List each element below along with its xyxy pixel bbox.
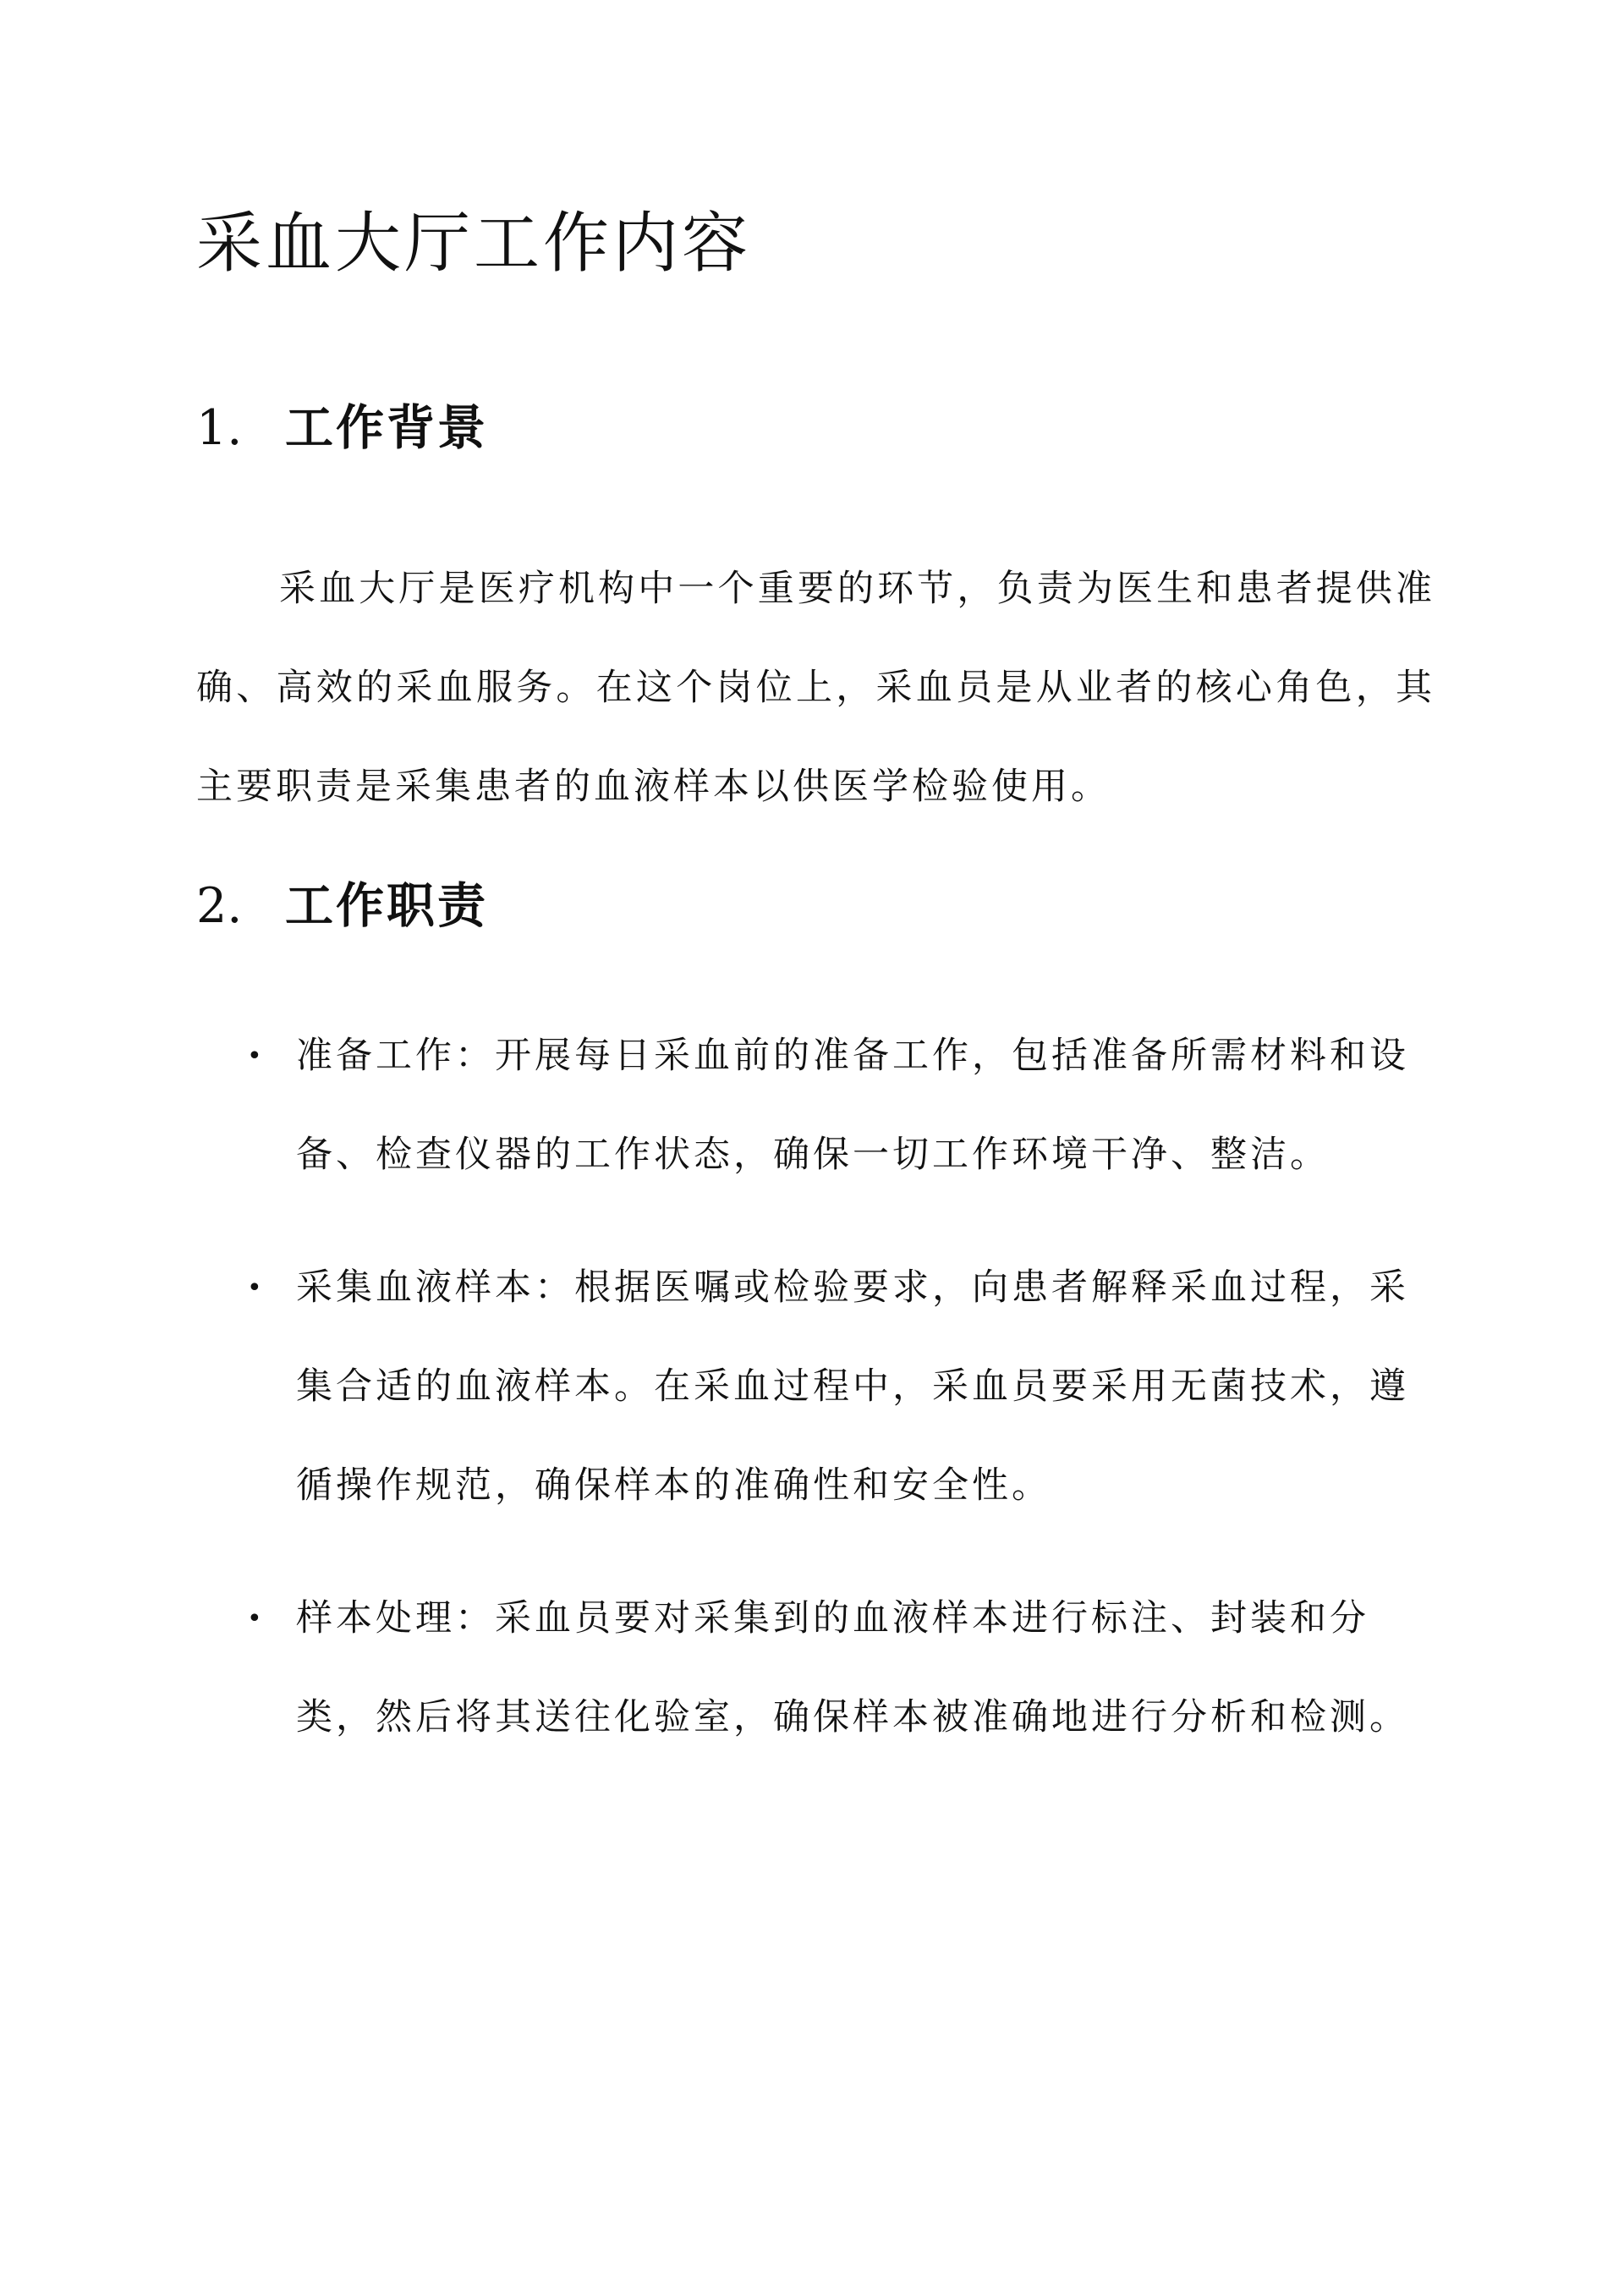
duties-list — [196, 1007, 1440, 1801]
bullet-icon: • — [247, 1273, 266, 1303]
section-title: 工作背景 — [285, 399, 488, 456]
list-item-text: 采集血液样本：根据医嘱或检验要求，向患者解释采血过程，采集合适的血液样本。在采血过程中，采血员要采用无菌技术，遵循操作规范，确保样本的准确性和安全性。 — [296, 1266, 1409, 1507]
list-item-text: 准备工作：开展每日采血前的准备工作，包括准备所需材料和设备、检查仪器的工作状态，确保一切工作环境干净、整洁。 — [296, 1035, 1409, 1176]
section-heading-background — [196, 394, 488, 462]
section-heading-duties — [196, 872, 488, 940]
bullet-icon: • — [247, 1041, 266, 1071]
list-item-text: 样本处理：采血员要对采集到的血液样本进行标注、封装和分类，然后将其送往化验室，确保样本被准确地进行分析和检测。 — [296, 1597, 1409, 1738]
list-item — [196, 1239, 1440, 1535]
section-title: 工作职责 — [285, 877, 488, 934]
section-number: 2. — [196, 878, 243, 934]
list-item — [196, 1569, 1440, 1767]
list-item — [196, 1007, 1440, 1205]
document-title: 采血大厅工作内容 — [196, 206, 752, 282]
background-paragraph: 采血大厅是医疗机构中一个重要的环节，负责为医生和患者提供准确、高效的采血服务。在这个岗位上，采血员是从业者的核心角色，其主要职责是采集患者的血液样本以供医学检验使用。 — [196, 568, 1435, 808]
section-number: 1. — [196, 400, 243, 456]
bullet-icon: • — [247, 1604, 266, 1634]
